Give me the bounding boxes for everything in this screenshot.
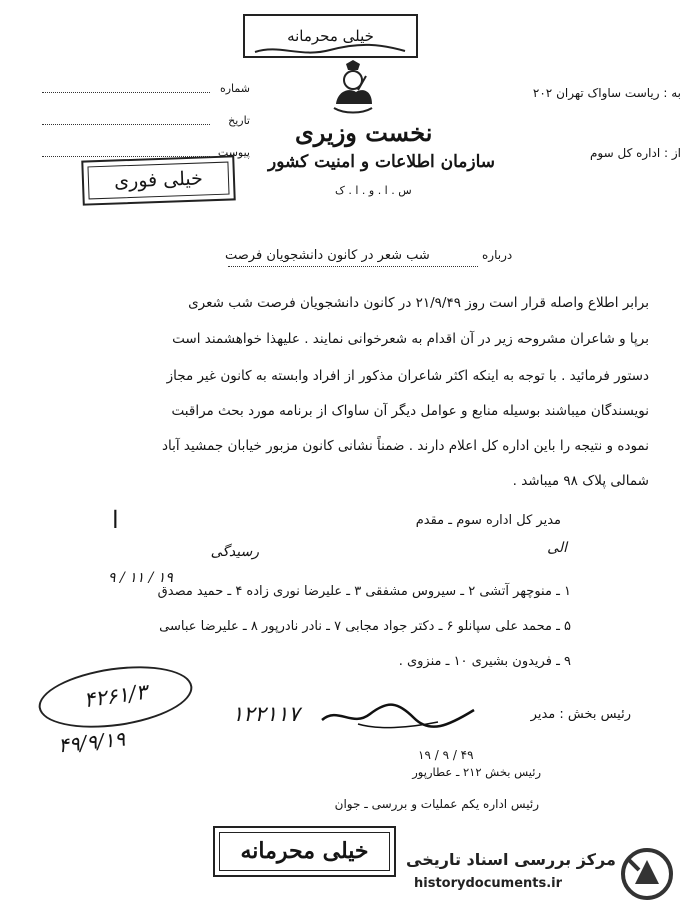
body-line-2: برپا و شاعران مشروحه زیر در آن اقدام به شعرخوانی نمایند . علیهذا خواهشمند است [172,331,649,347]
handwritten-routing-date: ۹ / ۱۱ / ۱۹ [108,570,173,586]
org-name-line-3: س . ا . و . ا . ک [335,184,412,197]
handwritten-circled-number [35,657,197,736]
urgent-stamp [81,155,235,205]
watermark-url: historydocuments.ir [414,876,563,891]
date-field [42,112,250,134]
date-label: تاریخ [228,114,250,127]
signature-scrawl-icon [318,698,478,732]
body-line-3: دستور فرمائید . با توجه به اینکه اکثر شاعران مذکور از افراد وابسته به کانون غیر مجاز [166,368,649,384]
handwritten-date: ۴۹/۹/۱۹ [56,726,127,758]
body-line-6: شمالی پلاک ۹۸ میباشد . [512,473,649,489]
poets-line-1: ۱ ـ منوچهر آتشی ۲ ـ سیروس مشفقی ۳ ـ علیرضا نوری زاده ۴ ـ حمید مصدق [157,584,571,599]
subject-label: درباره [482,248,513,262]
handwritten-note: رسیدگی [210,544,259,560]
handwritten-reference-number: ۱۲۲۱۱۷ [232,702,300,726]
sender-line: از : اداره کل سوم [589,146,681,160]
org-name-line-2: سازمان اطلاعات و امنیت کشور [268,152,496,172]
bottom-classification-stamp [213,826,396,877]
top-stamp-scribble-icon [250,42,410,58]
body-line-1: برابر اطلاع واصله قرار است روز ۲۱/۹/۴۹ در کانون دانشجویان فرصت شب شعری [188,295,649,311]
handwritten-word: الی [547,540,567,556]
section-chief-name: رئیس بخش : مدیر [530,707,631,722]
org-name-line-1: نخست وزیری [295,118,433,147]
handwritten-initials: ا [112,506,119,534]
lion-and-sun-emblem-icon [328,60,378,115]
top-stamp-text: خیلی محرمانه [287,27,374,45]
poets-line-2: ۵ ـ محمد علی سپانلو ۶ ـ دکتر جواد مجابی ۷ ـ نادر نادرپور ۸ ـ علیرضا عباسی [159,619,571,634]
circled-number-text: ۴۲۶۱/۳ [82,679,149,713]
watermark-title: مرکز بررسی اسناد تاریخی [406,850,616,869]
operations-head-line: رئیس اداره یکم عملیات و بررسی ـ جوان [334,797,539,811]
bottom-stamp-text: خیلی محرمانه [240,838,369,864]
subject-text: شب شعر در کانون دانشجویان فرصت [225,248,430,263]
body-line-4: نویسندگان میباشند بوسیله منابع و عوامل دیگر آن ساواک از برنامه مورد بحث مراقبت [171,403,649,419]
signature-date: ۱۹ / ۹ / ۴۹ [418,748,474,762]
number-label: شماره [219,82,250,95]
poets-line-3: ۹ ـ فریدون بشیری ۱۰ ـ منزوی . [398,654,571,669]
section-chief-line: رئیس بخش ۲۱۲ ـ عطارپور [412,765,541,779]
body-line-5: نموده و نتیجه را باین اداره کل اعلام دارند . ضمناً نشانی کانون مزبور خیابان جمشید آباد [161,438,649,454]
director-line: مدیر کل اداره سوم ـ مقدم [415,513,561,528]
attachment-label: پیوست [217,146,250,159]
urgent-stamp-text: خیلی فوری [113,167,204,193]
subject-underline [228,266,478,267]
recipient-line: به : ریاست ساواک تهران ۲۰۲ [532,86,681,100]
history-documents-logo-icon [617,846,677,901]
number-field [42,80,250,102]
